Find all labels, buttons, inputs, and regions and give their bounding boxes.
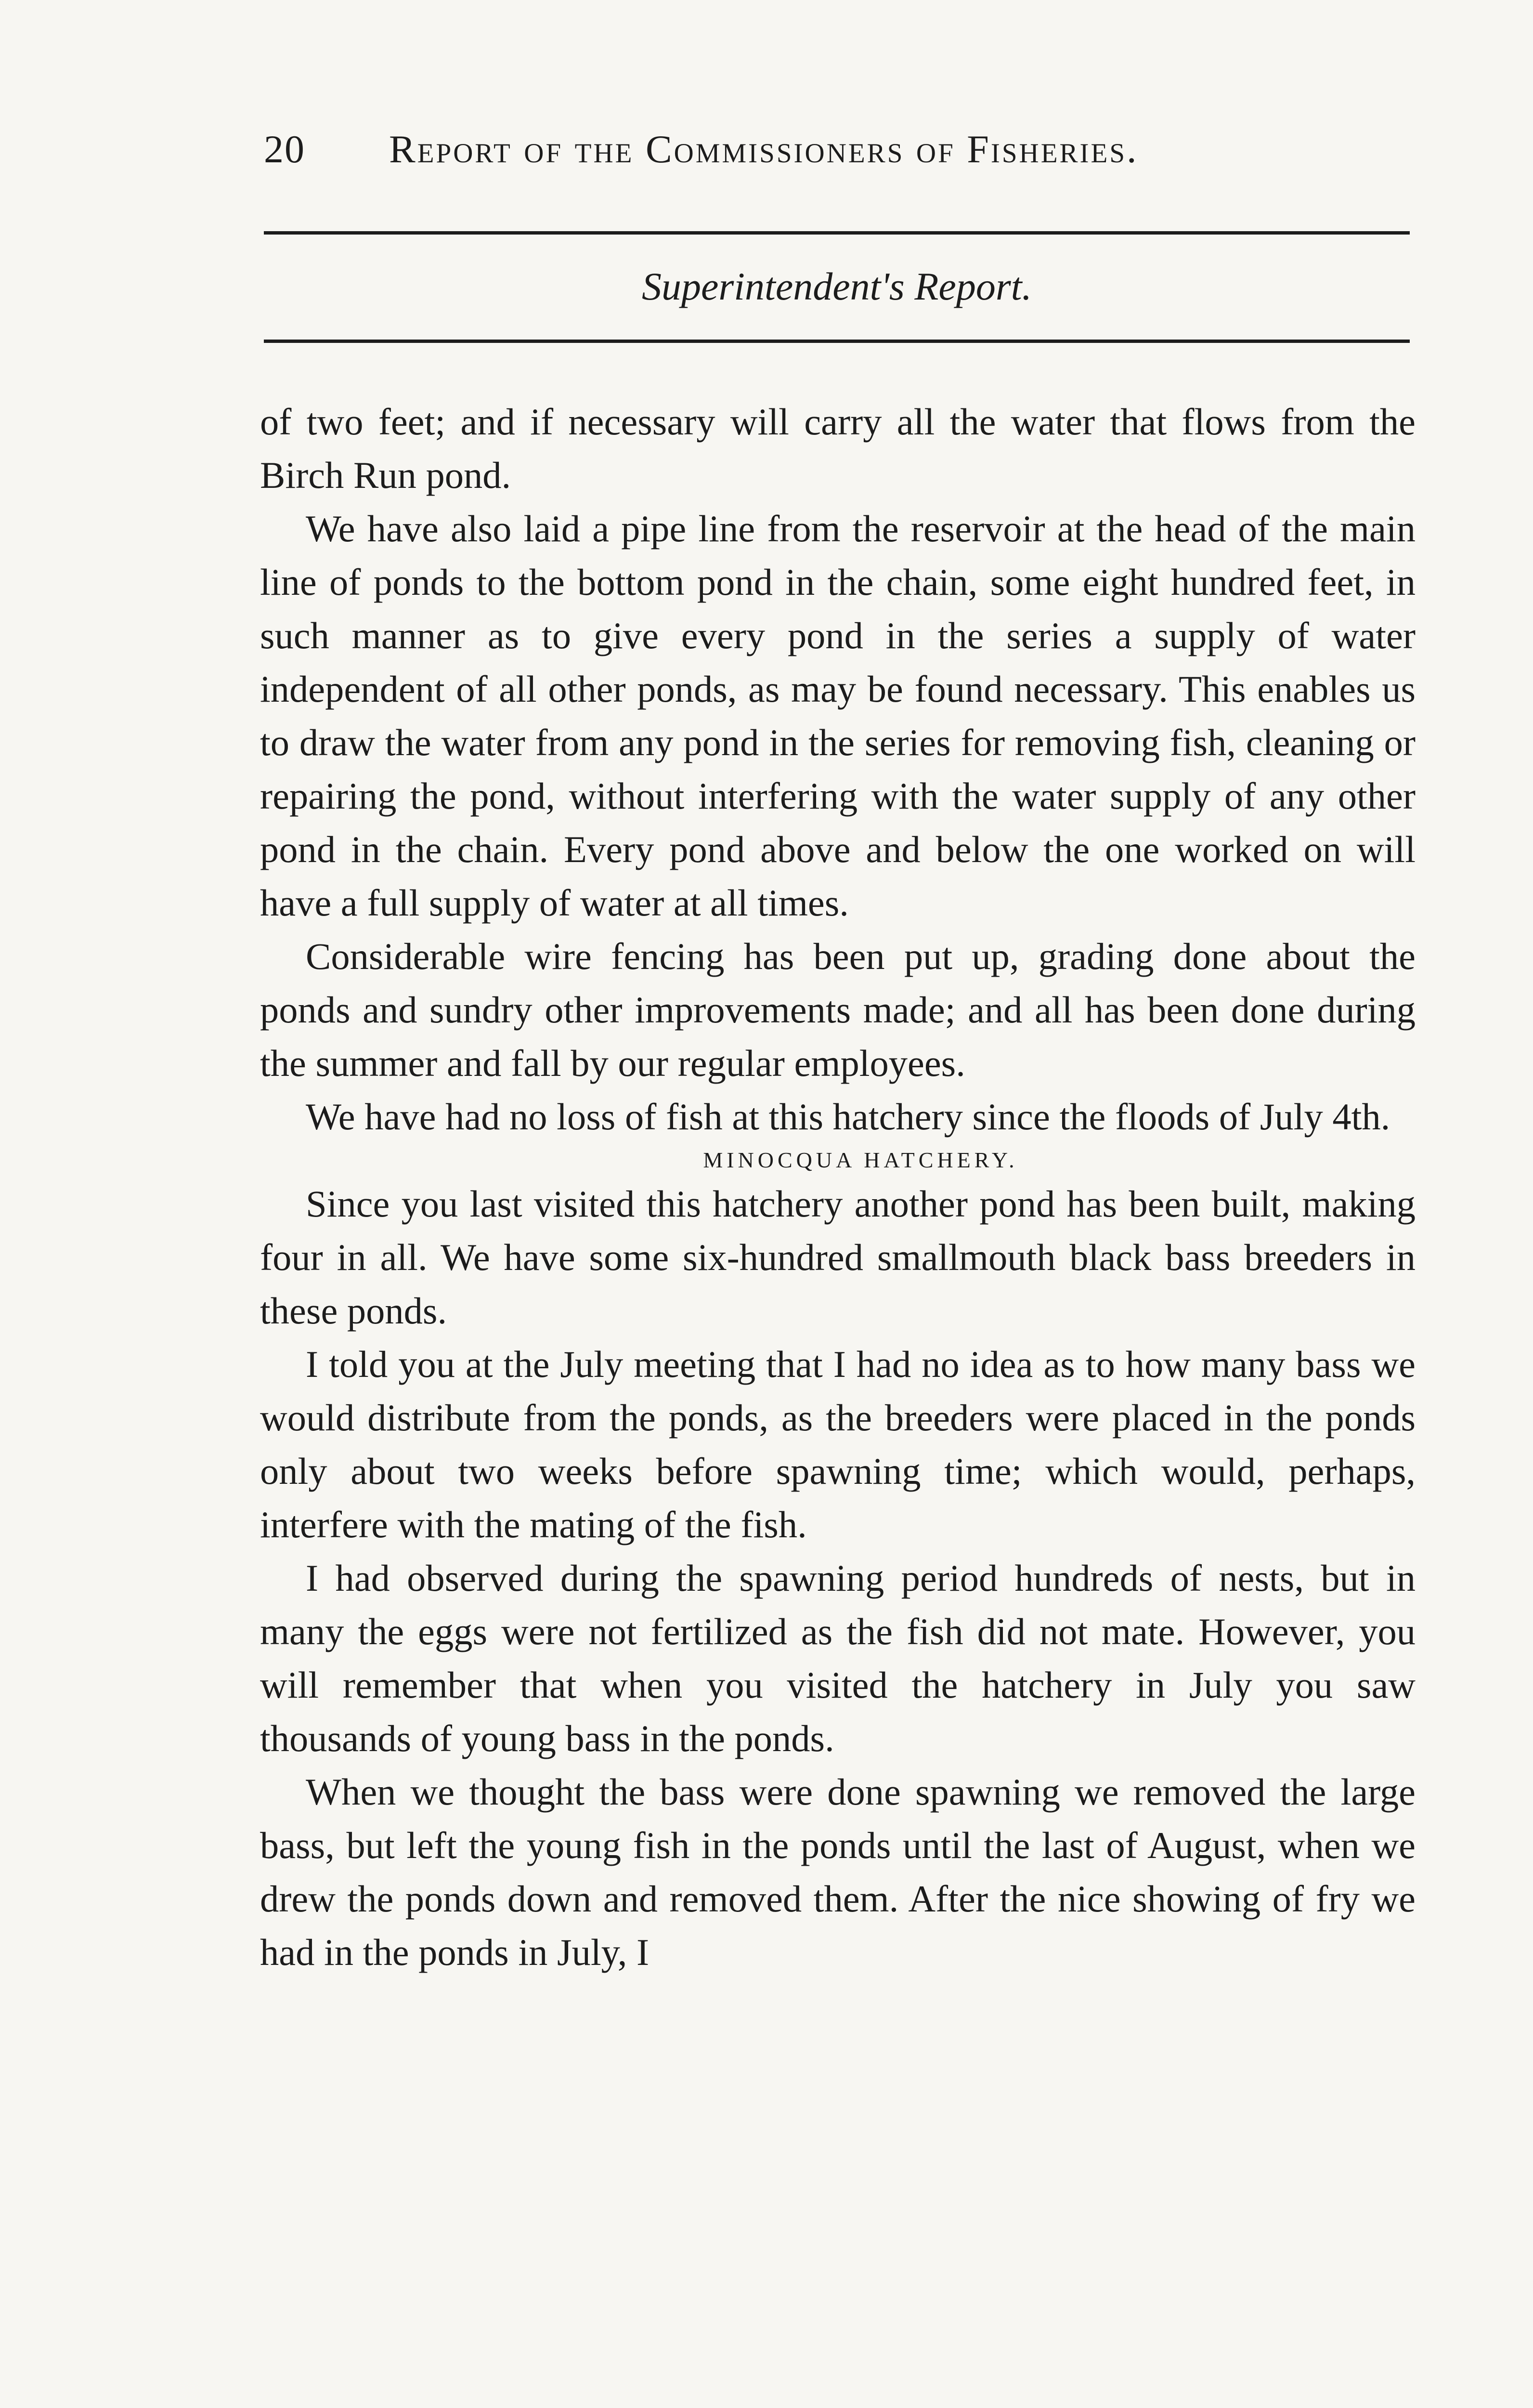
paragraph: Considerable wire fencing has been put up, grading done about the ponds and sundry other improvements made; and all has been done during the summer and fall by our regular employees. — [260, 935, 1416, 1084]
paragraph: I had observed during the spawning period hundreds of nests, but in many the eggs were not fertilized as the fish did not mate. However, you will remember that when you visited the hatchery in July you saw thousands of young bass in the ponds. — [260, 1557, 1416, 1759]
paragraph: We have had no loss of fish at this hatchery since the floods of July 4th. — [306, 1096, 1390, 1138]
subheading-minocqua-hatchery: MINOCQUA HATCHERY. — [703, 1148, 1018, 1172]
paragraph: We have also laid a pipe line from the reservoir at the head of the main line of ponds to the bottom pond in the chain, some eight hundred feet, in such manner as to give every pond in the series a supply of water independent of all other ponds, as may be found necessary. This enables us to draw the water from any pond in the series for removing fish, cleaning or repairing the pond, without interfering with the water supply of any other pond in the chain. Every pond above and below the one worked on will have a full supply of water at all times. — [260, 508, 1416, 924]
bottom-rule — [264, 340, 1410, 343]
paragraph: Since you last visited this hatchery another pond has been built, making four in all. We have some six-hundred smallmouth black bass breeders in these ponds. — [260, 1183, 1416, 1332]
paragraph: I told you at the July meeting that I had no idea as to how many bass we would distribute from the ponds, as the breeders were placed in the ponds only about two weeks before spawning time; which would, perhaps, interfere with the mating of the fish. — [260, 1343, 1416, 1545]
running-head — [264, 123, 1410, 176]
running-title: Report of the Commissioners of Fisheries. — [389, 127, 1139, 171]
paragraph: When we thought the bass were done spawning we removed the large bass, but left the young fish in the ponds until the last of August, when we drew the ponds down and removed them. After the nice showing of fry we had in the ponds in July, I — [260, 1771, 1416, 1973]
paragraph: of two feet; and if necessary will carry all the water that flows from the Birch Run pond. — [260, 401, 1416, 496]
section-title: Superintendent's Report. — [641, 264, 1032, 308]
page-number: 20 — [264, 127, 305, 171]
top-rule — [264, 231, 1410, 235]
body-text — [260, 395, 1416, 1979]
